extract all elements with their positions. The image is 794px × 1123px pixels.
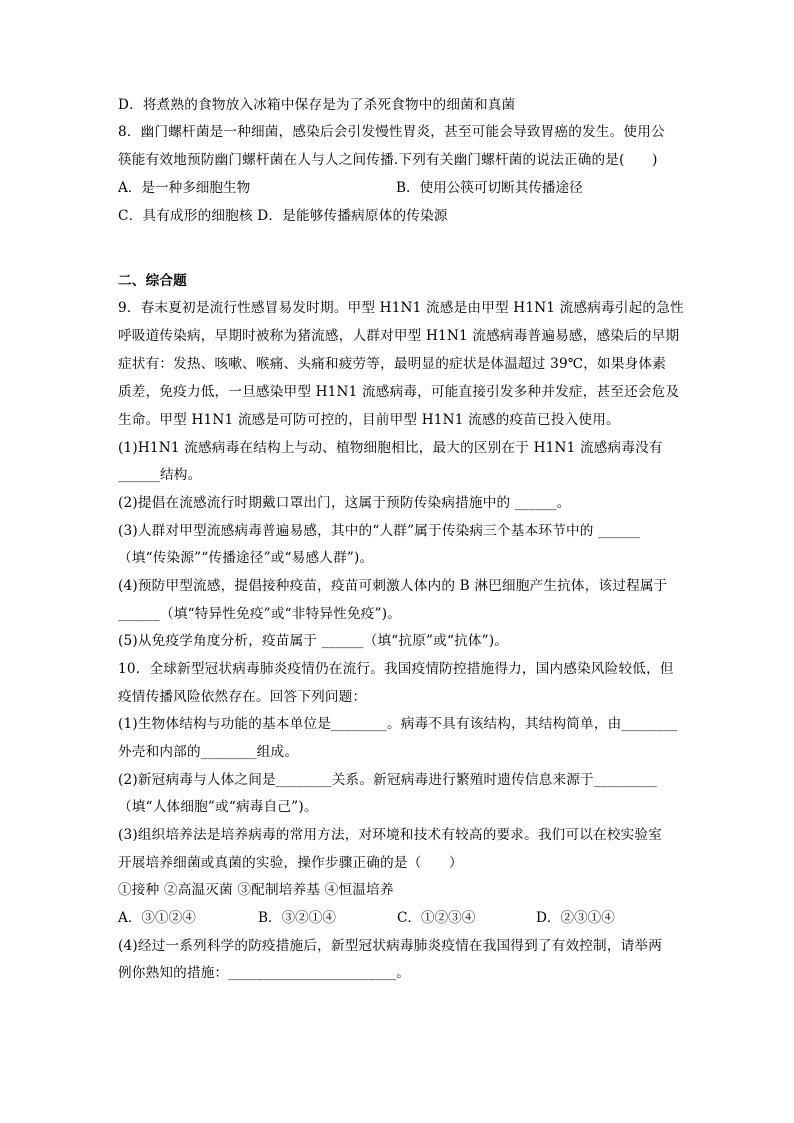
q10-option-b: B．③②①④ [258,910,336,926]
q8-option-b: B．使用公筷可切断其传播途径 [396,180,583,196]
q10-sub3-line1: (3)组织培养法是培养病毒的常用方法，对环境和技术有较高的要求。我们可以在校实验室 [118,827,663,843]
q8-stem-line2: 筷能有效地预防幽门螺杆菌在人与人之间传播.下列有关幽门螺杆菌的说法正确的是( ) [118,152,658,168]
q9-stem-line4: 质差，免疫力低，一旦感染甲型 H1N1 流感病毒，可能直接引发多种并发症，甚至还会危及 [118,384,680,400]
q8-option-cd: C．具有成形的细胞核 D．是能够传播病原体的传染源 [118,208,448,224]
q10-sub1-line2: 外壳和内部的________组成。 [118,744,299,760]
q9-stem-line1: 9．春末夏初是流行性感冒易发时期。甲型 H1N1 流感是由甲型 H1N1 流感病毒引起的急性 [118,300,684,316]
q10-sub3-steps: ①接种 ②高温灭菌 ③配制培养基 ④恒温培养 [118,882,394,898]
q10-option-c: C．①②③④ [397,910,476,926]
q10-sub1-line1: (1)生物体结构与功能的基本单位是________。病毒不具有该结构，其结构简单，由________ [118,716,678,732]
q9-sub3-line1: (3)人群对甲型流感病毒普遍易感，其中的“人群”属于传染病三个基本环节中的 ______ [118,523,641,539]
q9-sub1-line2: ______结构。 [118,467,202,483]
q10-sub2-line1: (2)新冠病毒与人体之间是________关系。新冠病毒进行繁殖时遗传信息来源于_________ [118,772,657,788]
q10-sub4-line2: 例你熟知的措施：________________________。 [118,965,411,981]
q7-option-d: D．将煮熟的食物放入冰箱中保存是为了杀死食物中的细菌和真菌 [118,97,516,113]
q9-sub1-line1: (1)H1N1 流感病毒在结构上与动、植物细胞相比，最大的区别在于 H1N1 流感病毒没有 [118,440,663,456]
q9-stem-line2: 呼吸道传染病，早期时被称为猪流感，人群对甲型 H1N1 流感病毒普遍易感，感染后的早期 [118,328,680,344]
q10-stem-line1: 10．全球新型冠状病毒肺炎疫情仍在流行。我国疫情防控措施得力，国内感染风险较低，但 [118,661,674,677]
q10-stem-line2: 疫情传播风险依然存在。回答下列问题： [118,689,367,705]
q8-option-a: A．是一种多细胞生物 [118,180,251,196]
q8-stem-line1: 8．幽门螺杆菌是一种细菌，感染后会引发慢性胃炎，甚至可能会导致胃癌的发生。使用公 [118,124,665,140]
q9-stem-line3: 症状有：发热、咳嗽、喉痛、头痛和疲劳等，最明显的症状是体温超过 39℃，如果身体素 [118,356,666,372]
q9-sub5: (5)从免疫学角度分析，疫苗属于 ______（填“抗原”或“抗体”)。 [118,633,509,649]
section-heading: 二、综合题 [118,273,187,289]
q10-option-a: A．③①②④ [118,910,196,926]
q10-sub4-line1: (4)经过一系列科学的防疫措施后，新型冠状病毒肺炎疫情在我国得到了有效控制，请举两 [118,938,663,954]
q9-stem-line5: 生命。甲型 H1N1 流感是可防可控的，目前甲型 H1N1 流感的疫苗已投入使用。 [118,412,620,428]
q10-sub2-line2: （填“人体细胞”或“病毒自己”)。 [118,799,318,815]
q9-sub2: (2)提倡在流感流行时期戴口罩出门，这属于预防传染病措施中的 ______。 [118,495,571,511]
q10-sub3-line2: 开展培养细菌或真菌的实验，操作步骤正确的是（ ） [118,855,463,871]
q9-sub4-line2: ______（填“特异性免疫”或“非特异性免疫”)。 [118,606,401,622]
q10-option-d: D．②③①④ [536,910,615,926]
q9-sub3-line2: （填“传染源”“传播途径”或“易感人群”)。 [118,550,374,566]
q9-sub4-line1: (4)预防甲型流感，提倡接种疫苗，疫苗可刺激人体内的 B 淋巴细胞产生抗体，该过程属于 [118,578,668,594]
